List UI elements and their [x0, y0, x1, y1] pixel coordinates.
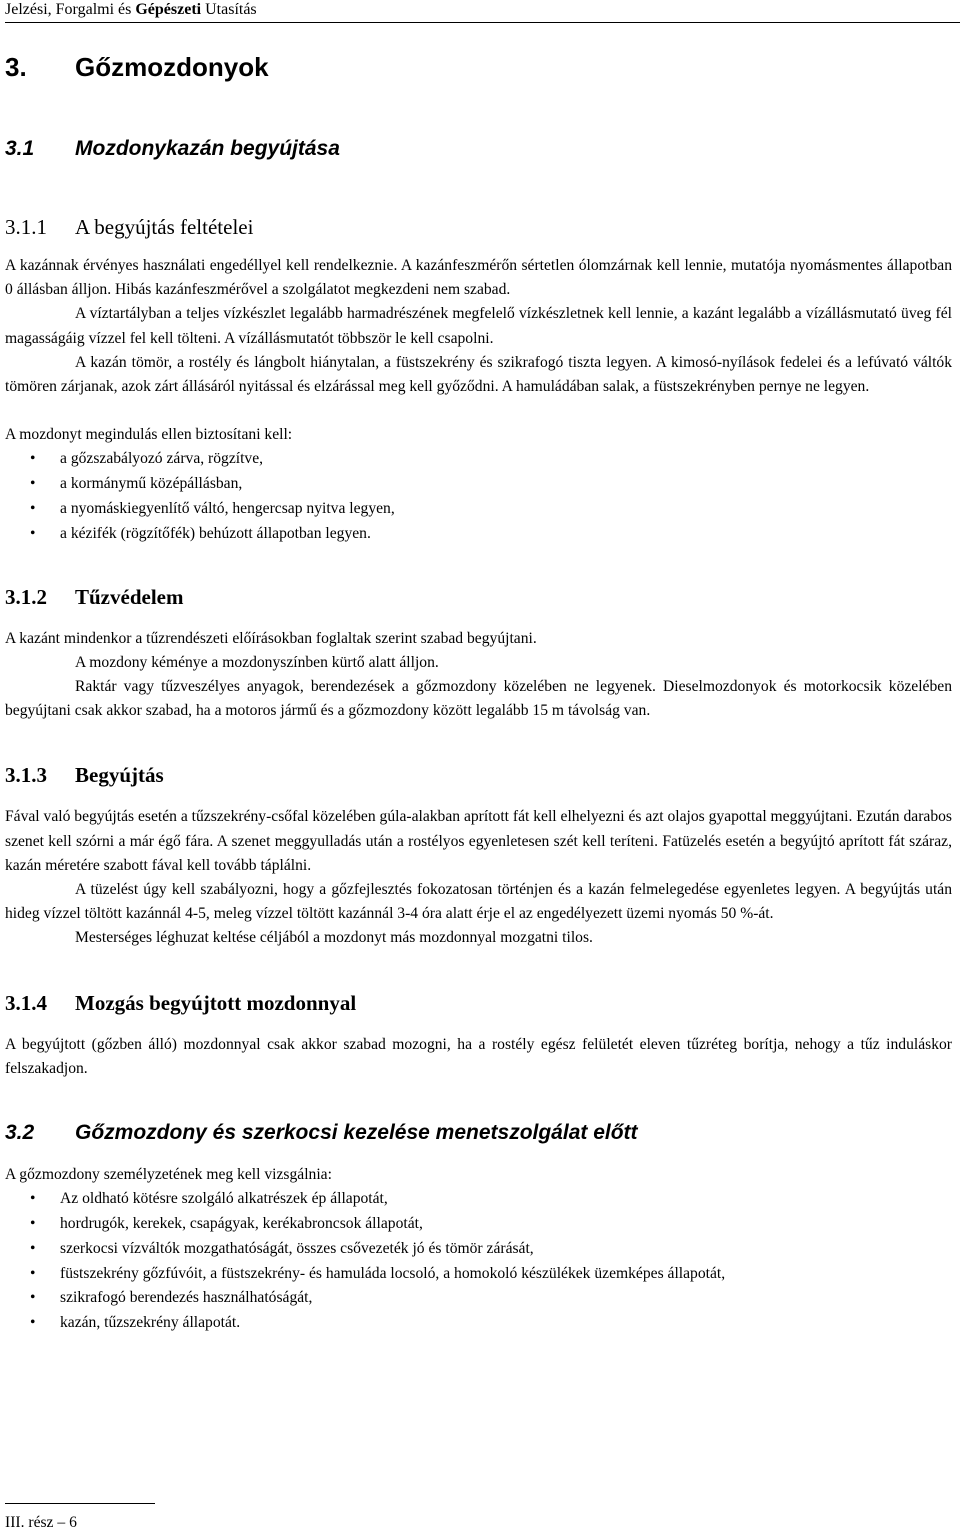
- paragraph: A mozdony kéménye a mozdonyszínben kürtő alatt álljon.: [75, 653, 439, 671]
- paragraph: Mesterséges léghuzat keltése céljából a mozdonyt más mozdonnyal mozgatni tilos.: [75, 929, 593, 947]
- running-header: [5, 0, 257, 20]
- footer-rule: [5, 1503, 155, 1504]
- list-intro: A mozdonyt megindulás ellen biztosítani kell:: [5, 426, 293, 444]
- heading-3-1: [5, 135, 952, 163]
- heading-3-number: 3.: [5, 52, 27, 82]
- heading-3-1-1-number: 3.1.1: [5, 215, 47, 239]
- paragraph: A kazánt mindenkor a tűzrendészeti előírásokban foglaltak szerint szabad begyújtani.: [5, 629, 537, 647]
- heading-3-1-3-title: Begyújtás: [75, 763, 164, 788]
- list-item: • kazán, tűzszekrény állapotát.: [5, 1311, 952, 1336]
- paragraph: Fával való begyújtás esetén a tűzszekrény-csőfal közelében gúla-alakban aprított fát kell elhelyezni és azt olajos gyapottal meggyújtani. Ezután darabos szenet kell szórni a már égő fára. A szenet meggyulladás után a rostélyos egyenletesen szét kell teríteni. Fatüzelés esetén a begyújtó aprított fát száraz, kazán méretére szabott fával kell tovább táplálni.: [5, 808, 952, 874]
- list-item: • füstszekrény gőzfúvóit, a füstszekrény- és hamuláda locsoló, a homokoló készülékek üzemképes állapotát,: [5, 1262, 952, 1287]
- heading-3-1-2-number: 3.1.2: [5, 584, 47, 609]
- heading-3: [5, 50, 952, 84]
- heading-3-2-number: 3.2: [5, 1121, 35, 1145]
- heading-3-1-number: 3.1: [5, 137, 35, 160]
- list-item: • a kormánymű középállásban,: [5, 472, 952, 497]
- bullet-list: [5, 447, 952, 546]
- header-rule: [5, 22, 960, 23]
- heading-3-1-3: [5, 761, 952, 789]
- heading-3-1-2-title: Tűzvédelem: [75, 584, 184, 609]
- paragraph: A kazánnak érvényes használati engedéllyel kell rendelkeznie. A kazánfeszmérőn sértetlen ólomzárnak kell lennie, mutatója nyomásmentes állapotban 0 állásban álljon. Hibás kazánfeszmérővel a szolgálatot megkezdeni nem szabad.: [5, 257, 952, 299]
- heading-3-1-1-title: A begyújtás feltételei: [75, 215, 254, 239]
- heading-3-1-1: [5, 213, 952, 241]
- list-intro: A gőzmozdony személyzetének meg kell vizsgálnia:: [5, 1166, 332, 1184]
- list-item: • hordrugók, kerekek, csapágyak, kerékabroncsok állapotát,: [5, 1212, 952, 1237]
- heading-3-1-4: [5, 989, 952, 1017]
- list-item: • Az oldható kötésre szolgáló alkatrészek ép állapotát,: [5, 1187, 952, 1212]
- list-item: • szerkocsi vízváltók mozgathatóságát, összes csővezeték jó és tömör zárását,: [5, 1237, 952, 1262]
- running-header-part3: Utasítás: [201, 1, 257, 18]
- document-content: [5, 50, 952, 1336]
- paragraph: A víztartályban a teljes vízkészlet legalább harmadrészének megfelelő vízkészletnek kell lennie, a kazánt legalább a vízállásmutató üveg fél magasságáig vízzel fel kell tölteni. A vízállásmutatót többször le kell csapolni.: [5, 305, 952, 347]
- list-item: • szikrafogó berendezés használhatóságát,: [5, 1286, 952, 1311]
- page-footer: III. rész – 6: [5, 1514, 77, 1531]
- list-item: • a nyomáskiegyenlítő váltó, hengercsap nyitva legyen,: [5, 497, 952, 522]
- heading-3-1-title: Mozdonykazán begyújtása: [75, 137, 340, 160]
- bullet-list: [5, 1187, 952, 1336]
- heading-3-1-4-number: 3.1.4: [5, 990, 47, 1015]
- heading-3-2: [5, 1119, 952, 1147]
- heading-3-title: Gőzmozdonyok: [75, 52, 269, 82]
- paragraph: A tüzelést úgy kell szabályozni, hogy a gőzfejlesztés fokozatosan történjen és a kazán felmelegedése egyenletes legyen. A begyújtás után hideg vízzel töltött kazánnál 4-5, meleg vízzel töltött kazánnál 3-4 óra alatt érje el az engedélyezett üzemi nyomás 50 %-át.: [5, 881, 952, 923]
- heading-3-1-2: [5, 583, 952, 611]
- heading-3-1-3-number: 3.1.3: [5, 763, 47, 788]
- heading-3-2-title: Gőzmozdony és szerkocsi kezelése menetszolgálat előtt: [75, 1121, 638, 1145]
- list-item: • a gőzszabályozó zárva, rögzítve,: [5, 447, 952, 472]
- paragraph: A begyújtott (gőzben álló) mozdonnyal csak akkor szabad mozogni, ha a rostély egész felületét eleven tűzréteg borítja, nehogy a tűz induláskor felszakadjon.: [5, 1035, 952, 1077]
- running-header-part2: Gépészeti: [135, 1, 202, 18]
- heading-3-1-4-title: Mozgás begyújtott mozdonnyal: [75, 990, 357, 1015]
- running-header-part1: Jelzési, Forgalmi és: [5, 1, 136, 18]
- paragraph: Raktár vagy tűzveszélyes anyagok, berendezések a gőzmozdony közelében ne legyenek. Dieselmozdonyok és motorkocsik közelében begyújtani csak akkor szabad, ha a motoros jármű és a gőzmozdony között legalább 15 m távolság van.: [5, 678, 952, 720]
- list-item: • a kézifék (rögzítőfék) behúzott állapotban legyen.: [5, 522, 952, 547]
- paragraph: A kazán tömör, a rostély és lángbolt hiánytalan, a füstszekrény és szikrafogó tiszta legyen. A kimosó-nyílások fedelei és a lefúvató váltók tömören zárjanak, azok zárt állásáról nyitással és elzárással meg kell győződni. A hamuládában salak, a füstszekrényben pernye ne legyen.: [5, 353, 952, 396]
